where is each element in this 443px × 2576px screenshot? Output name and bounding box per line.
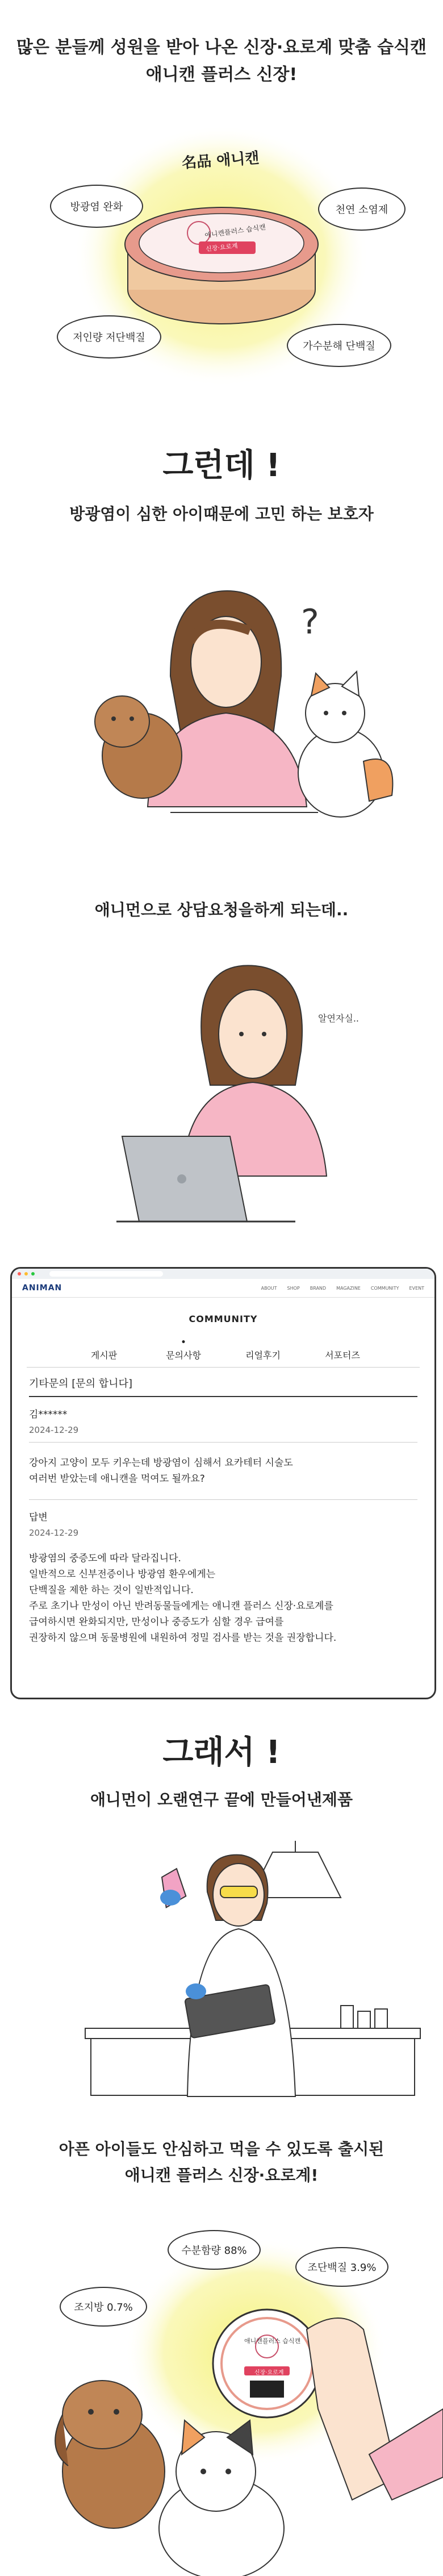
question-block <box>29 1406 417 1500</box>
nav-link-about[interactable]: ABOUT <box>261 1285 277 1291</box>
nav-link-event[interactable]: EVENT <box>409 1285 424 1291</box>
thought-text: 알연자실.. <box>318 1013 359 1024</box>
can-label: 애니캔플러스 습식캔 <box>204 223 266 240</box>
minimize-dot-icon[interactable] <box>24 1272 28 1276</box>
nav-link-community[interactable]: COMMUNITY <box>370 1285 399 1291</box>
answer-label: 답변 <box>29 1512 48 1523</box>
question-text: 강아지 고양이 모두 키우는데 방광염이 심해서 요카테터 시술도 여러번 받았는데 애니캔을 먹여도 될까요? <box>29 1455 417 1500</box>
bubble-anti-inflammatory: 천연 소염제 <box>318 187 406 231</box>
bubble-bladder: 방광염 완화 <box>50 185 143 228</box>
site-logo[interactable]: ANIMAN <box>22 1283 62 1293</box>
worried-owner-illustration <box>0 568 443 835</box>
community-browser-window <box>10 1267 436 1699</box>
svg-text:?: ? <box>301 602 319 642</box>
post-date: 2024-12-29 <box>29 1425 417 1443</box>
nav-link-magazine[interactable]: MAGAZINE <box>336 1285 361 1291</box>
consult-section <box>0 898 443 920</box>
bubble-moisture: 수분함량 88% <box>168 2230 261 2270</box>
can-sub-label: 신장·요로계 <box>205 242 239 253</box>
post-author: 김****** <box>29 1409 68 1420</box>
post-title: 기타문의 [문의 합니다] <box>29 1375 417 1397</box>
bubble-low-phosphorus: 저인량 저단백질 <box>57 315 161 359</box>
result-section <box>0 2136 443 2189</box>
intro-line-2: 애니캔 플러스 신장! <box>145 65 298 85</box>
intro-section <box>0 34 443 89</box>
bubble-hydrolyzed-protein: 가수분해 단백질 <box>287 324 391 367</box>
solution-subheading: 애니먼이 오랜연구 끝에 만들어낸제품 <box>90 1790 353 1809</box>
consulting-owner-illustration <box>0 954 443 1261</box>
site-nav-links <box>261 1286 424 1291</box>
problem-section <box>0 440 443 524</box>
researcher-illustration <box>0 1841 443 2102</box>
can-sub-label-2: 신장·요로계 <box>254 2370 284 2376</box>
nav-link-brand[interactable]: BRAND <box>310 1285 327 1291</box>
community-title: COMMUNITY <box>189 1314 258 1324</box>
result-line-2: 애니캔 플러스 신장·요로계! <box>124 2166 319 2185</box>
can-label-2: 애니캔플러스 습식캔 <box>244 2337 301 2345</box>
browser-toolbar <box>12 1269 434 1279</box>
brand-tag: 名品 애니캔 <box>181 149 260 172</box>
tab-reviews[interactable]: 리얼후기 <box>245 1350 281 1361</box>
consult-line: 애니먼으로 상담요청을하게 되는데.. <box>94 901 349 919</box>
problem-heading: 그런데 ! <box>162 447 281 484</box>
intro-line-1: 많은 분들께 성원을 받아 나온 신장·요로계 맞춤 습식캔 <box>16 37 427 57</box>
nav-link-shop[interactable]: SHOP <box>287 1285 300 1291</box>
tab-inquiry[interactable]: 문의사항 <box>144 1348 223 1367</box>
close-dot-icon[interactable] <box>18 1272 21 1276</box>
address-bar[interactable] <box>49 1271 163 1277</box>
community-tabs <box>27 1348 420 1368</box>
solution-heading: 그래서 ! <box>162 1734 281 1771</box>
site-navigation <box>12 1279 434 1298</box>
answer-text: 방광염의 중증도에 따라 달라집니다. 일반적으로 신부전증이나 방광염 환우에게는 단백질을 제한 하는 것이 일반적입니다. 주로 초기나 만성이 아닌 반려동물들에게는 애니캔 플러스 신장·요로계를 급여하시면 완화되지만, 만성이나 중증도가 심할 경우 급여를 권장하지 않으며 동물병원에 내원하여 정밀 검사를 받는 것을 권장합니다. <box>29 1553 337 1644</box>
answer-date: 2024-12-29 <box>29 1528 79 1538</box>
answer-block <box>29 1509 417 1646</box>
solution-section <box>0 1727 443 1810</box>
problem-subheading: 방광염이 심한 아이때문에 고민 하는 보호자 <box>69 505 374 523</box>
maximize-dot-icon[interactable] <box>31 1272 35 1276</box>
result-line-1: 아픈 아이들도 안심하고 먹을 수 있도록 출시된 <box>58 2140 385 2158</box>
bubble-protein: 조단백질 3.9% <box>295 2247 388 2287</box>
tab-supporters[interactable]: 서포터즈 <box>325 1350 360 1361</box>
bubble-fat: 조지방 0.7% <box>60 2287 147 2327</box>
tab-board[interactable]: 게시판 <box>90 1350 118 1361</box>
